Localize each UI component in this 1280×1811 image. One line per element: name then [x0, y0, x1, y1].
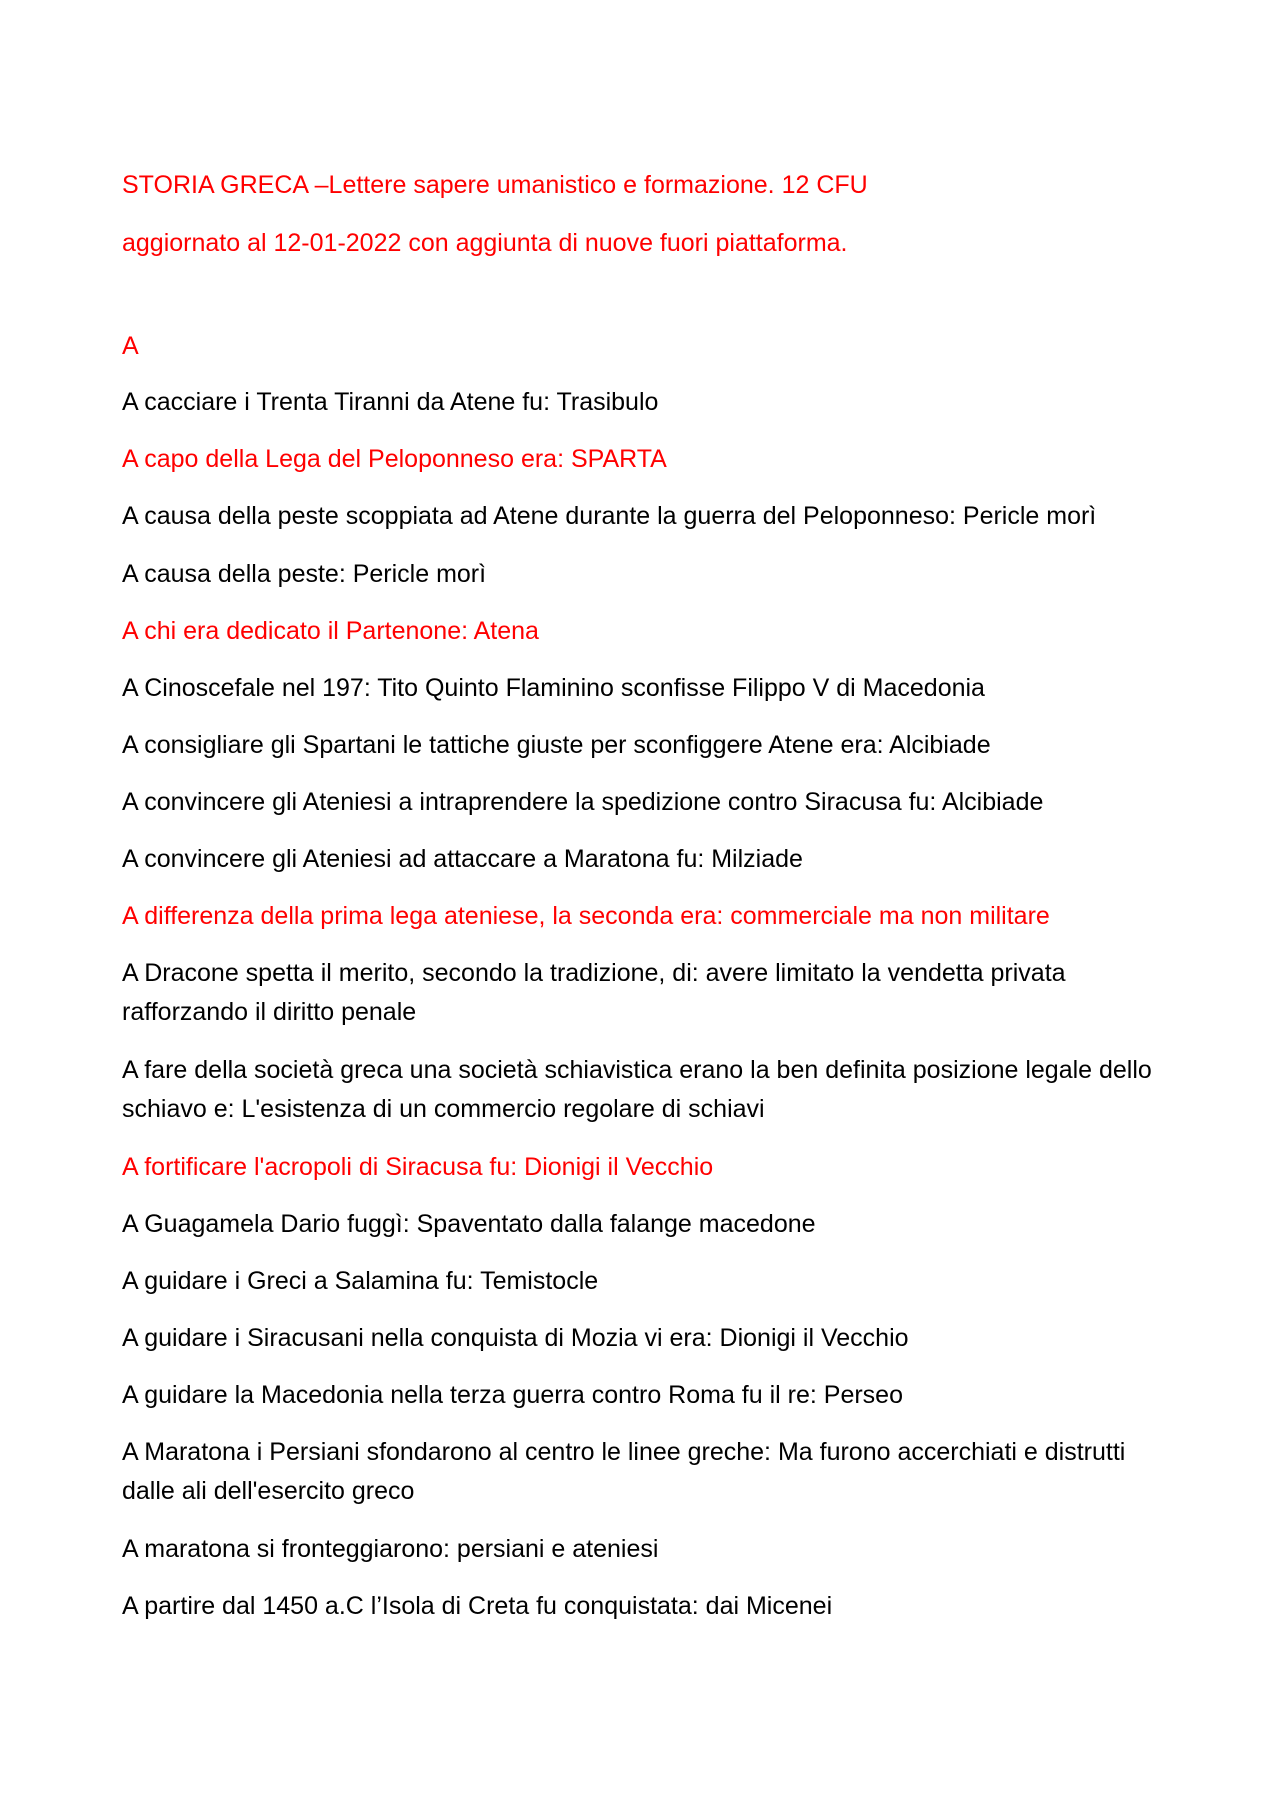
question-entry: A fare della società greca una società schiavistica erano la ben definita posizione legale dello schiavo e: L'esistenza di un commercio regolare di schiavi: [122, 1056, 1152, 1123]
document-subtitle: aggiornato al 12-01-2022 con aggiunta di nuove fuori piattaforma.: [122, 229, 848, 257]
question-entry: A causa della peste scoppiata ad Atene durante la guerra del Peloponneso: Pericle morì: [122, 502, 1097, 530]
question-entry: A Guagamela Dario fuggì: Spaventato dalla falange macedone: [122, 1210, 816, 1238]
question-entry: A fortificare l'acropoli di Siracusa fu: Dionigi il Vecchio: [122, 1153, 714, 1181]
question-entry: A capo della Lega del Peloponneso era: SPARTA: [122, 445, 667, 473]
question-entry: A guidare i Greci a Salamina fu: Temistocle: [122, 1267, 599, 1295]
question-entry: A causa della peste: Pericle morì: [122, 560, 487, 588]
question-entry: A cacciare i Trenta Tiranni da Atene fu: Trasibulo: [122, 388, 659, 416]
section-letter-heading: A: [122, 332, 139, 360]
question-entry: A differenza della prima lega ateniese, la seconda era: commerciale ma non militare: [122, 902, 1050, 930]
question-entry: A guidare i Siracusani nella conquista di Mozia vi era: Dionigi il Vecchio: [122, 1324, 909, 1352]
question-entry: A consigliare gli Spartani le tattiche giuste per sconfiggere Atene era: Alcibiade: [122, 731, 991, 759]
document-title: STORIA GRECA –Lettere sapere umanistico e formazione. 12 CFU: [122, 171, 868, 199]
question-entry: A guidare la Macedonia nella terza guerra contro Roma fu il re: Perseo: [122, 1381, 903, 1409]
document-header: [122, 156, 1172, 272]
question-list: [122, 383, 1172, 1644]
question-entry: A Maratona i Persiani sfondarono al centro le linee greche: Ma furono accerchiati e distrutti dalle ali dell'esercito greco: [122, 1438, 1126, 1505]
question-entry: A chi era dedicato il Partenone: Atena: [122, 617, 539, 645]
question-entry: A Cinoscefale nel 197: Tito Quinto Flaminino sconfisse Filippo V di Macedonia: [122, 674, 985, 702]
question-entry: A partire dal 1450 a.C l’Isola di Creta fu conquistata: dai Micenei: [122, 1592, 833, 1620]
question-entry: A Dracone spetta il merito, secondo la tradizione, di: avere limitato la vendetta privata rafforzando il diritto penale: [122, 959, 1066, 1026]
question-entry: A convincere gli Ateniesi a intraprendere la spedizione contro Siracusa fu: Alcibiade: [122, 788, 1044, 816]
question-entry: A convincere gli Ateniesi ad attaccare a Maratona fu: Milziade: [122, 845, 803, 873]
question-entry: A maratona si fronteggiarono: persiani e ateniesi: [122, 1535, 659, 1563]
